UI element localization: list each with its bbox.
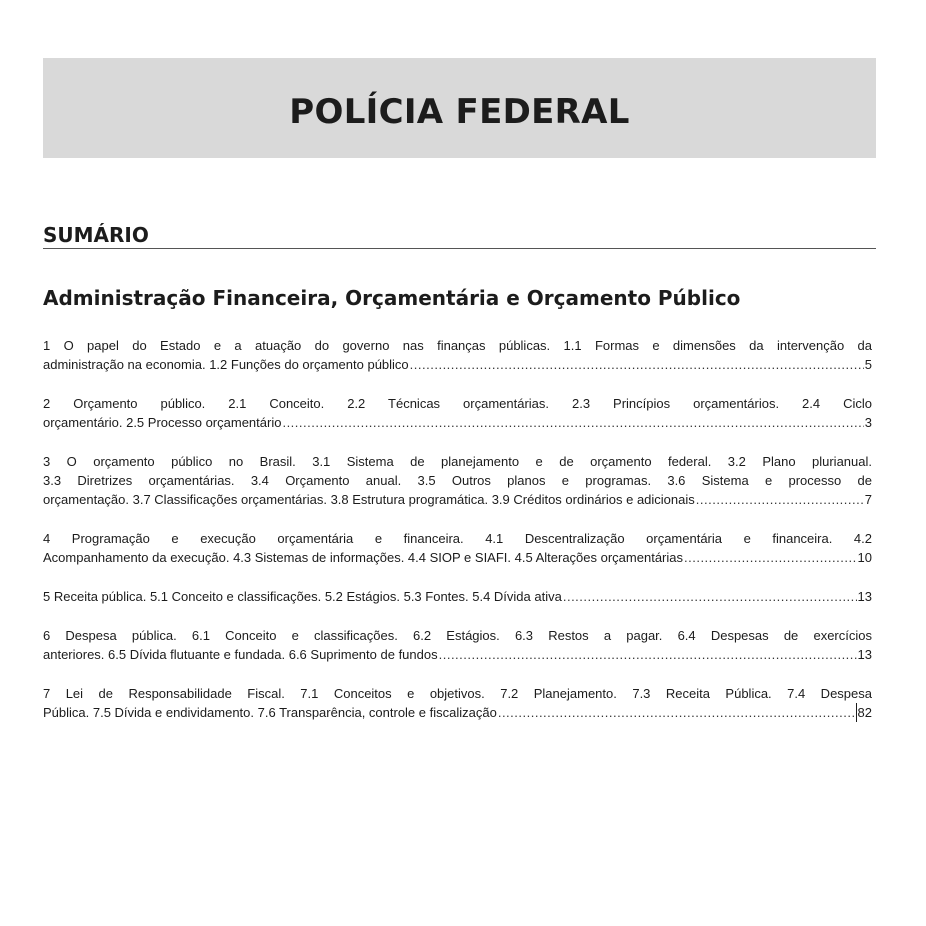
- toc-entry-line: 6 Despesa pública. 6.1 Conceito e classificações. 6.2 Estágios. 6.3 Restos a pagar. 6.4 Despesas de exercícios: [43, 628, 872, 643]
- toc-entry[interactable]: [43, 587, 872, 606]
- toc-page-number: 13: [857, 647, 872, 662]
- toc-leader-dots: [684, 548, 857, 567]
- toc-entry-last-line: [43, 548, 872, 567]
- toc-page-number: 7: [864, 492, 872, 507]
- header-band: [43, 58, 876, 158]
- toc-entry-last-line: [43, 490, 872, 509]
- toc-entry-text: orçamentação. 3.7 Classificações orçamentárias. 3.8 Estrutura programática. 3.9 Créditos ordinários e adicionais: [43, 492, 695, 507]
- summary-heading: SUMÁRIO: [43, 222, 876, 249]
- toc-entry-text: Acompanhamento da execução. 4.3 Sistemas de informações. 4.4 SIOP e SIAFI. 4.5 Alterações orçamentárias: [43, 550, 683, 565]
- toc-entry-last-line: [43, 587, 872, 606]
- toc-page-number: 3: [864, 415, 872, 430]
- toc-entry[interactable]: [43, 336, 872, 374]
- toc-entry-line: 2 Orçamento público. 2.1 Conceito. 2.2 Técnicas orçamentárias. 2.3 Princípios orçamentários. 2.4 Ciclo: [43, 396, 872, 411]
- document-title: POLÍCIA FEDERAL: [289, 92, 630, 132]
- toc-page-number: 5: [864, 357, 872, 372]
- toc-entry[interactable]: [43, 626, 872, 664]
- toc-entry-text: anteriores. 6.5 Dívida flutuante e fundada. 6.6 Suprimento de fundos: [43, 647, 438, 662]
- toc-entry-line: 3 O orçamento público no Brasil. 3.1 Sistema de planejamento e de orçamento federal. 3.2 Plano plurianual.: [43, 454, 872, 469]
- toc-entry-line: 3.3 Diretrizes orçamentárias. 3.4 Orçamento anual. 3.5 Outros planos e programas. 3.6 Sistema e processo de: [43, 473, 872, 488]
- toc-leader-dots: [439, 645, 857, 664]
- toc-entry[interactable]: [43, 529, 872, 567]
- toc-leader-dots: [696, 490, 864, 509]
- toc-entry[interactable]: [43, 684, 872, 722]
- toc-entry-text: orçamentário. 2.5 Processo orçamentário: [43, 415, 282, 430]
- toc-entry-last-line: [43, 703, 872, 722]
- toc-page-number: 10: [857, 550, 872, 565]
- toc-entry-text: 5 Receita pública. 5.1 Conceito e classificações. 5.2 Estágios. 5.3 Fontes. 5.4 Dívida ativa: [43, 589, 562, 604]
- section-title: Administração Financeira, Orçamentária e Orçamento Público: [43, 286, 741, 310]
- toc-entry[interactable]: [43, 452, 872, 509]
- toc-leader-dots: [563, 587, 857, 606]
- toc-page-number: 82: [857, 705, 872, 720]
- toc-entry-text: administração na economia. 1.2 Funções do orçamento público: [43, 357, 409, 372]
- toc-entry-last-line: [43, 413, 872, 432]
- toc-entry-line: 1 O papel do Estado e a atuação do governo nas finanças públicas. 1.1 Formas e dimensões da intervenção da: [43, 338, 872, 353]
- toc-entry-text: Pública. 7.5 Dívida e endividamento. 7.6 Transparência, controle e fiscalização: [43, 705, 497, 720]
- toc-page-number: 13: [857, 589, 872, 604]
- table-of-contents: [43, 336, 872, 742]
- toc-entry-line: 4 Programação e execução orçamentária e financeira. 4.1 Descentralização orçamentária e financeira. 4.2: [43, 531, 872, 546]
- toc-entry-last-line: [43, 355, 872, 374]
- toc-leader-dots: [282, 413, 863, 432]
- toc-entry-last-line: [43, 645, 872, 664]
- toc-entry[interactable]: [43, 394, 872, 432]
- toc-leader-dots: [498, 703, 855, 722]
- toc-leader-dots: [410, 355, 864, 374]
- toc-entry-line: 7 Lei de Responsabilidade Fiscal. 7.1 Conceitos e objetivos. 7.2 Planejamento. 7.3 Receita Pública. 7.4 Despesa: [43, 686, 872, 701]
